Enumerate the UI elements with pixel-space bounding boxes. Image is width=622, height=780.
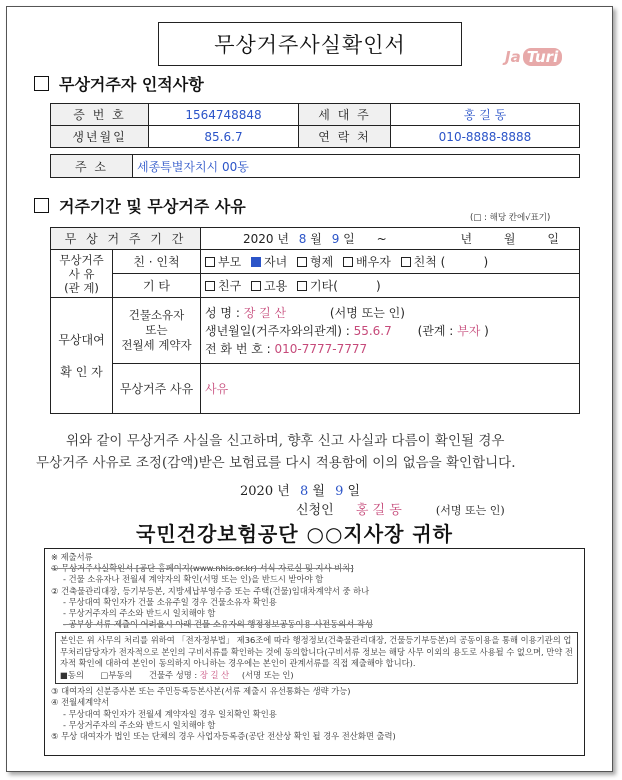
free-reason-value: 사유 bbox=[201, 364, 580, 414]
id-value: 1564748848 bbox=[149, 104, 299, 126]
period-value: 2020 년 8 월 9 일 ~ 년 월 일 bbox=[201, 228, 580, 250]
head-label: 세 대 주 bbox=[299, 104, 391, 126]
relative-options: 부모 자녀 형제 배우자 친척 ( ) bbox=[201, 250, 580, 274]
submission-notes: ※ 제출서류 ① 무상거주사실확인서 [공단 홈페이지(www.nhis.or.kr) 서식 자료실 및 지사 비치] - 건물 소유자나 전월세 계약자의 확인(서명 또는 인)을 반드시 받아야 함 ② 건축물관리대장, 등기부등본, 지방세납부영수증 또는 주택(건물)임대차계약서 중 하나 - 무상대여 확인자가 건물 소유주일 경우 건물소유자 확인용 - 무상거주자의 주소와 반드시 일치해야 함 - 공부상 서류 제출이 어려울시 아래 건물 소유자의 행정정보공동이용 사전동의서 작성 본인은 위 사무의 처리를 위하여 「전자정부법」 제36조에 따라 행정정보(건축물관리대장, 건물등기부등본)의 공동이용을 통해 이용기관의 업무처리담당자가 전자적으로 본인의 구비서류를 확인하는 것에 동의합니다(구비서류 정보는 해당 사무 이외의 용도로 사용될 수 없으며, 만약 전자적 확인에 대하여 본인이 동의하지 아니하는 경우에는 본인이 관계서류를 직접 제출해야 합니다). ■동의 □부동의 건물주 성명 : 장 길 산 (서명 또는 인) ③ 대여자의 신분증사본 또는 주민등록등본사본(서류 제출시 유선통화는 생략 가능) ④ 전월세계약서 - 무상대여 확인자가 전월세 계약자일 경우 일치확인 확인용 - 무상거주자의 주소와 반드시 일치해야 함 ⑤ 무상 대여자가 법인 또는 단체의 경우 사업자등록증(공단 전산상 확인 될 경우 전산화면 출력) bbox=[44, 548, 585, 756]
consent-box: 본인은 위 사무의 처리를 위하여 「전자정부법」 제36조에 따라 행정정보(건축물관리대장, 건물등기부등본)의 공동이용을 통해 이용기관의 업무처리담당자가 전자적으로 본인의 구비서류를 확인하는 것에 동의합니다(구비서류 정보는 해당 사무 이외의 용도로 사용될 수 없으며, 만약 전자적 확인에 대하여 본인이 동의하지 아니하는 경우에는 본인이 관계서류를 직접 제출해야 합니다). ■동의 □부동의 건물주 성명 : 장 길 산 (서명 또는 인) bbox=[55, 632, 578, 684]
address-label: 주 소 bbox=[51, 155, 133, 178]
section2-heading: 거주기간 및 무상거주 사유 bbox=[34, 194, 246, 217]
birth-value: 85.6.7 bbox=[149, 126, 299, 148]
employment-checkbox[interactable] bbox=[251, 281, 261, 291]
document-title: 무상거주사실확인서 bbox=[158, 22, 462, 66]
owner-birth: 55.6.7 bbox=[353, 323, 392, 338]
address-value: 세종특별자치시 00동 bbox=[133, 155, 580, 178]
sibling-checkbox[interactable] bbox=[297, 257, 307, 267]
recipient-title: 국민건강보험공단 ○○지사장 귀하 bbox=[136, 522, 453, 546]
address-table bbox=[50, 154, 580, 178]
owner-phone: 010-7777-7777 bbox=[274, 341, 368, 356]
id-label: 증 번 호 bbox=[51, 104, 149, 126]
section1-checkbox-icon bbox=[34, 76, 49, 91]
relative-label: 친 · 인척 bbox=[113, 250, 201, 274]
contact-value: 010-8888-8888 bbox=[391, 126, 580, 148]
owner-label: 건물소유자 또는 전월세 계약자 bbox=[113, 298, 201, 364]
other-options: 친구 고용 기타( ) bbox=[201, 274, 580, 298]
section1-heading: 무상거주자 인적사항 bbox=[34, 72, 204, 95]
section2-checkbox-icon bbox=[34, 198, 49, 213]
applicant-name: 홍 길 동 bbox=[355, 503, 402, 518]
parent-checkbox[interactable] bbox=[205, 257, 215, 267]
check-instruction: (□ : 해당 칸에√표기) bbox=[470, 213, 551, 223]
owner-relation: 부자 bbox=[457, 323, 481, 338]
disagree-checkbox[interactable]: □부동의 bbox=[100, 670, 133, 681]
period-label: 무 상 거 주 기 간 bbox=[51, 228, 201, 250]
child-checkbox[interactable] bbox=[251, 257, 261, 267]
statement-paragraph: 위와 같이 무상거주 사실을 신고하며, 향후 신고 사실과 다름이 확인될 경우 무상거주 사유로 조정(감액)받은 보험료를 다시 적용함에 이의 없음을 확인합니다. bbox=[36, 433, 516, 471]
person-table bbox=[50, 103, 580, 148]
other-label: 기 타 bbox=[113, 274, 201, 298]
friend-checkbox[interactable] bbox=[205, 281, 215, 291]
spouse-checkbox[interactable] bbox=[343, 257, 353, 267]
etc-checkbox[interactable] bbox=[297, 281, 307, 291]
birth-label: 생년월일 bbox=[51, 126, 149, 148]
relative-checkbox[interactable] bbox=[401, 257, 411, 267]
watermark-logo: Ja Turi bbox=[505, 48, 562, 66]
owner-name: 장 길 산 bbox=[243, 305, 287, 320]
period-reason-table bbox=[50, 227, 580, 414]
owner-details: 성 명 : 장 길 산 (서명 또는 인) 생년월일(거주자와의관계) : 55.6.7 (관계 : 부자 ) 전 화 번 호 : 010-7777-7777 bbox=[201, 298, 580, 364]
free-reason-label: 무상거주 사유 bbox=[113, 364, 201, 414]
confirmer-label: 무상대여 확 인 자 bbox=[51, 298, 113, 414]
signing-date: 2020 년 8 월 9 일 bbox=[240, 484, 361, 499]
contact-label: 연 락 처 bbox=[299, 126, 391, 148]
reason-label: 무상거주 사 유 (관 계) bbox=[51, 250, 113, 298]
agree-checkbox[interactable]: ■동의 bbox=[60, 670, 84, 681]
applicant-line: 신청인 홍 길 동 (서명 또는 인) bbox=[296, 503, 505, 518]
head-value: 홍 길 동 bbox=[391, 104, 580, 126]
